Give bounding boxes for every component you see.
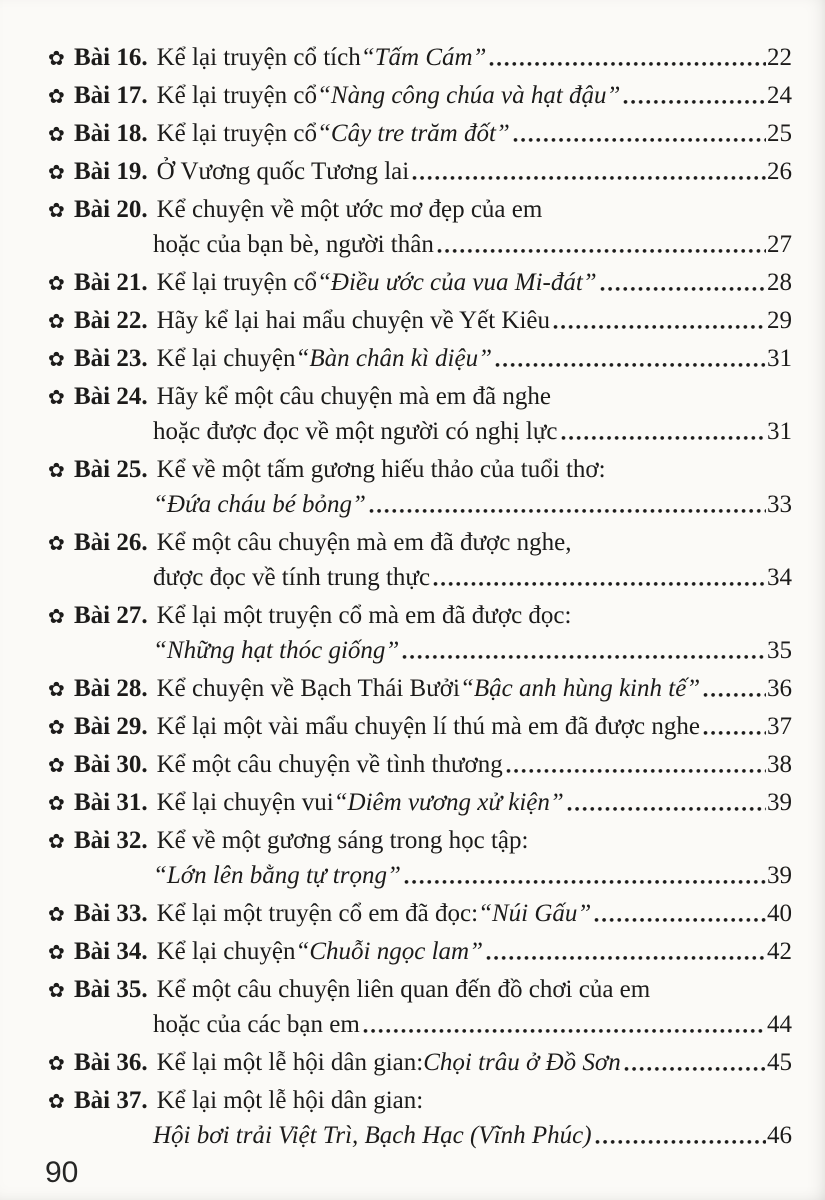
dot-leader bbox=[567, 806, 766, 812]
dot-leader bbox=[404, 879, 766, 885]
florette-bullet-icon: ✿ bbox=[48, 902, 65, 926]
entry-title-text: “Nàng công chúa và hạt đậu” bbox=[316, 82, 621, 109]
florette-bullet-icon: ✿ bbox=[48, 1051, 65, 1075]
toc-entry-continuation-line bbox=[48, 858, 792, 893]
toc-entry-line bbox=[48, 116, 792, 151]
entry-page-number: 24 bbox=[767, 82, 792, 109]
toc-entry bbox=[48, 116, 792, 151]
florette-bullet-icon: ✿ bbox=[48, 347, 65, 371]
toc-entry bbox=[48, 671, 792, 706]
toc-entry-line bbox=[48, 1083, 792, 1118]
dot-leader bbox=[495, 362, 766, 368]
toc-entry-continuation-line bbox=[48, 1118, 792, 1153]
entry-page-number: 46 bbox=[767, 1122, 792, 1149]
toc-entry-continuation-line bbox=[48, 227, 792, 262]
toc-entry bbox=[48, 1045, 792, 1080]
entry-page-number: 33 bbox=[767, 491, 792, 518]
entry-title-text: hoặc được đọc về một người có nghị lực bbox=[153, 418, 558, 445]
florette-bullet-icon: ✿ bbox=[48, 122, 65, 146]
toc-entry-line bbox=[48, 265, 792, 300]
entry-title-text: Chọi trâu ở Đồ Sơn bbox=[423, 1049, 621, 1076]
toc-entry-line bbox=[48, 972, 792, 1007]
toc-entry bbox=[48, 747, 792, 782]
entry-title-text: “Điều ước của vua Mi-đát” bbox=[316, 269, 597, 296]
toc-entry bbox=[48, 598, 792, 668]
toc-entry-continuation-line bbox=[48, 560, 792, 595]
entry-title-text: “Bàn chân kì diệu” bbox=[295, 345, 492, 372]
florette-bullet-icon: ✿ bbox=[48, 46, 65, 70]
toc-entry bbox=[48, 78, 792, 113]
entry-title-text: Kể lại một truyện cổ em đã đọc: bbox=[156, 900, 479, 927]
toc-list bbox=[48, 40, 792, 1156]
entry-label: Bài 30. bbox=[74, 751, 148, 778]
entry-label: Bài 17. bbox=[74, 82, 148, 109]
entry-page-number: 31 bbox=[767, 418, 792, 445]
entry-title-text: Kể lại truyện cổ bbox=[156, 82, 317, 109]
dot-leader bbox=[553, 324, 766, 330]
dot-leader bbox=[703, 730, 766, 736]
toc-entry-line bbox=[48, 341, 792, 376]
florette-bullet-icon: ✿ bbox=[48, 309, 65, 333]
entry-title-text: “Đứa cháu bé bỏng” bbox=[153, 491, 366, 518]
florette-bullet-icon: ✿ bbox=[48, 940, 65, 964]
entry-title-text: “Chuỗi ngọc lam” bbox=[295, 938, 483, 965]
entry-page-number: 39 bbox=[767, 862, 792, 889]
entry-page-number: 26 bbox=[767, 158, 792, 185]
toc-entry bbox=[48, 452, 792, 522]
toc-entry-line bbox=[48, 192, 792, 227]
toc-entry bbox=[48, 1083, 792, 1153]
entry-page-number: 29 bbox=[767, 307, 792, 334]
florette-bullet-icon: ✿ bbox=[48, 829, 65, 853]
entry-page-number: 31 bbox=[767, 345, 792, 372]
entry-page-number: 39 bbox=[767, 789, 792, 816]
toc-entry-line bbox=[48, 78, 792, 113]
entry-title-text: Hội bơi trải Việt Trì, Bạch Hạc (Vĩnh Phúc) bbox=[153, 1122, 592, 1149]
entry-title-text: Kể lại một lễ hội dân gian: bbox=[156, 1049, 424, 1076]
toc-entry bbox=[48, 972, 792, 1042]
toc-entry bbox=[48, 525, 792, 595]
dot-leader bbox=[433, 581, 766, 587]
toc-entry-continuation-line bbox=[48, 633, 792, 668]
toc-entry bbox=[48, 192, 792, 262]
toc-entry bbox=[48, 303, 792, 338]
toc-entry-continuation-line bbox=[48, 414, 792, 449]
toc-entry-line bbox=[48, 785, 792, 820]
florette-bullet-icon: ✿ bbox=[48, 198, 65, 222]
entry-label: Bài 29. bbox=[74, 713, 148, 740]
toc-entry-line bbox=[48, 154, 792, 189]
toc-entry-line bbox=[48, 452, 792, 487]
entry-title-text: “Cây tre trăm đốt” bbox=[316, 120, 510, 147]
toc-entry bbox=[48, 265, 792, 300]
entry-page-number: 40 bbox=[767, 900, 792, 927]
dot-leader bbox=[703, 692, 766, 698]
entry-title-text: Kể về một tấm gương hiếu thảo của tuổi thơ: bbox=[156, 456, 606, 483]
dot-leader bbox=[363, 1028, 766, 1034]
toc-entry-line bbox=[48, 1045, 792, 1080]
entry-label: Bài 20. bbox=[74, 196, 148, 223]
florette-bullet-icon: ✿ bbox=[48, 604, 65, 628]
toc-entry-line bbox=[48, 709, 792, 744]
entry-label: Bài 24. bbox=[74, 383, 148, 410]
entry-label: Bài 37. bbox=[74, 1087, 148, 1114]
entry-label: Bài 32. bbox=[74, 827, 148, 854]
entry-title-text: Ở Vương quốc Tương lai bbox=[156, 158, 410, 185]
entry-page-number: 27 bbox=[767, 231, 792, 258]
entry-title-text: hoặc của các bạn em bbox=[153, 1011, 360, 1038]
entry-title-text: “Những hạt thóc giống” bbox=[153, 637, 400, 664]
entry-label: Bài 19. bbox=[74, 158, 148, 185]
toc-entry bbox=[48, 934, 792, 969]
florette-bullet-icon: ✿ bbox=[48, 160, 65, 184]
toc-entry bbox=[48, 823, 792, 893]
entry-page-number: 42 bbox=[767, 938, 792, 965]
toc-entry-continuation-line bbox=[48, 1007, 792, 1042]
florette-bullet-icon: ✿ bbox=[48, 1089, 65, 1113]
entry-page-number: 25 bbox=[767, 120, 792, 147]
dot-leader bbox=[623, 99, 766, 105]
florette-bullet-icon: ✿ bbox=[48, 271, 65, 295]
dot-leader bbox=[402, 654, 766, 660]
toc-entry-line bbox=[48, 598, 792, 633]
entry-label: Bài 23. bbox=[74, 345, 148, 372]
dot-leader bbox=[561, 435, 767, 441]
toc-entry-line bbox=[48, 671, 792, 706]
toc-entry-line bbox=[48, 896, 792, 931]
entry-title-text: Kể một câu chuyện mà em đã được nghe, bbox=[156, 529, 572, 556]
toc-entry-line bbox=[48, 379, 792, 414]
dot-leader bbox=[600, 286, 766, 292]
entry-title-text: hoặc của bạn bè, người thân bbox=[153, 231, 434, 258]
entry-title-text: “Bậc anh hùng kinh tế” bbox=[459, 675, 701, 702]
entry-page-number: 22 bbox=[767, 44, 792, 71]
entry-title-text: Kể về một gương sáng trong học tập: bbox=[156, 827, 529, 854]
toc-entry-continuation-line bbox=[48, 487, 792, 522]
toc-entry-line bbox=[48, 40, 792, 75]
florette-bullet-icon: ✿ bbox=[48, 791, 65, 815]
entry-page-number: 34 bbox=[767, 564, 792, 591]
entry-title-text: được đọc về tính trung thực bbox=[153, 564, 431, 591]
dot-leader bbox=[437, 248, 766, 254]
entry-title-text: “Lớn lên bằng tự trọng” bbox=[153, 862, 401, 889]
entry-page-number: 36 bbox=[767, 675, 792, 702]
entry-label: Bài 18. bbox=[74, 120, 148, 147]
toc-entry bbox=[48, 341, 792, 376]
entry-page-number: 44 bbox=[767, 1011, 792, 1038]
florette-bullet-icon: ✿ bbox=[48, 458, 65, 482]
florette-bullet-icon: ✿ bbox=[48, 978, 65, 1002]
entry-page-number: 38 bbox=[767, 751, 792, 778]
florette-bullet-icon: ✿ bbox=[48, 677, 65, 701]
dot-leader bbox=[506, 768, 766, 774]
entry-page-number: 45 bbox=[767, 1049, 792, 1076]
toc-entry-line bbox=[48, 525, 792, 560]
toc-entry-line bbox=[48, 823, 792, 858]
entry-title-text: Hãy kể một câu chuyện mà em đã nghe bbox=[156, 383, 551, 410]
entry-page-number: 37 bbox=[767, 713, 792, 740]
toc-entry bbox=[48, 379, 792, 449]
entry-label: Bài 25. bbox=[74, 456, 148, 483]
dot-leader bbox=[624, 1066, 766, 1072]
page-footer-number: 90 bbox=[45, 1156, 79, 1189]
toc-entry bbox=[48, 896, 792, 931]
dot-leader bbox=[513, 137, 766, 143]
entry-title-text: Kể chuyện về Bạch Thái Bưởi bbox=[156, 675, 460, 702]
entry-title-text: Kể lại truyện cổ bbox=[156, 269, 317, 296]
entry-label: Bài 34. bbox=[74, 938, 148, 965]
entry-title-text: Hãy kể lại hai mẩu chuyện về Yết Kiêu bbox=[156, 307, 550, 334]
entry-label: Bài 27. bbox=[74, 602, 148, 629]
entry-title-text: Kể lại truyện cổ tích bbox=[156, 44, 361, 71]
toc-entry-line bbox=[48, 747, 792, 782]
entry-title-text: “Tấm Cám” bbox=[360, 44, 487, 71]
entry-page-number: 28 bbox=[767, 269, 792, 296]
toc-entry-line bbox=[48, 303, 792, 338]
dot-leader bbox=[594, 917, 766, 923]
entry-title-text: Kể một câu chuyện về tình thương bbox=[156, 751, 503, 778]
entry-title-text: Kể lại một vài mẩu chuyện lí thú mà em đã được nghe bbox=[156, 713, 700, 740]
toc-entry bbox=[48, 709, 792, 744]
entry-label: Bài 26. bbox=[74, 529, 148, 556]
florette-bullet-icon: ✿ bbox=[48, 531, 65, 555]
entry-label: Bài 21. bbox=[74, 269, 148, 296]
florette-bullet-icon: ✿ bbox=[48, 84, 65, 108]
entry-label: Bài 28. bbox=[74, 675, 148, 702]
entry-title-text: Kể lại truyện cổ bbox=[156, 120, 317, 147]
dot-leader bbox=[595, 1139, 766, 1145]
toc-entry bbox=[48, 154, 792, 189]
entry-title-text: Kể lại một truyện cổ mà em đã được đọc: bbox=[156, 602, 572, 629]
florette-bullet-icon: ✿ bbox=[48, 715, 65, 739]
toc-entry bbox=[48, 40, 792, 75]
entry-label: Bài 16. bbox=[74, 44, 148, 71]
entry-label: Bài 36. bbox=[74, 1049, 148, 1076]
entry-label: Bài 22. bbox=[74, 307, 148, 334]
entry-label: Bài 35. bbox=[74, 976, 148, 1003]
entry-title-text: Kể lại một lễ hội dân gian: bbox=[156, 1087, 424, 1114]
entry-page-number: 35 bbox=[767, 637, 792, 664]
dot-leader bbox=[412, 175, 766, 181]
entry-title-text: Kể lại chuyện bbox=[156, 938, 296, 965]
dot-leader bbox=[489, 61, 766, 67]
toc-entry-line bbox=[48, 934, 792, 969]
entry-label: Bài 31. bbox=[74, 789, 148, 816]
entry-title-text: Kể lại chuyện vui bbox=[156, 789, 334, 816]
florette-bullet-icon: ✿ bbox=[48, 753, 65, 777]
entry-title-text: Kể chuyện về một ước mơ đẹp của em bbox=[156, 196, 543, 223]
florette-bullet-icon: ✿ bbox=[48, 385, 65, 409]
entry-title-text: “Diêm vương xử kiện” bbox=[333, 789, 564, 816]
entry-title-text: “Núi Gấu” bbox=[478, 900, 592, 927]
dot-leader bbox=[486, 955, 766, 961]
entry-label: Bài 33. bbox=[74, 900, 148, 927]
dot-leader bbox=[369, 508, 766, 514]
entry-title-text: Kể một câu chuyện liên quan đến đồ chơi của em bbox=[156, 976, 651, 1003]
toc-entry bbox=[48, 785, 792, 820]
entry-title-text: Kể lại chuyện bbox=[156, 345, 296, 372]
